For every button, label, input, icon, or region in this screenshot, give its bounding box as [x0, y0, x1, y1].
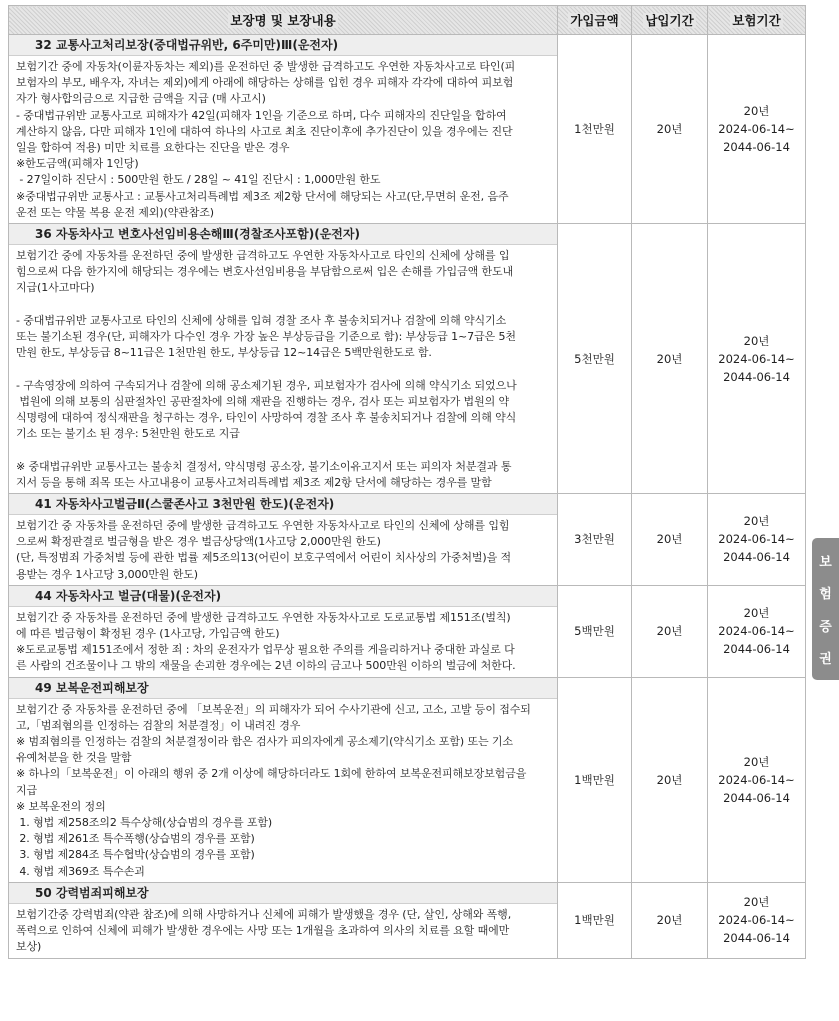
coverage-amount: 1천만원	[558, 35, 632, 224]
period-line: 20년	[743, 754, 770, 769]
coverage-line: 자가 형사합의금으로 지급한 금액을 지급 (매 사고시)	[16, 92, 266, 106]
coverage-title: 49 보복운전피해보장	[9, 678, 557, 699]
coverage-insurance-period	[708, 494, 806, 586]
period-line: 2024-06-14~	[718, 351, 795, 366]
coverage-line: 유예처분을 한 것을 말함	[16, 751, 132, 765]
period-line: 2044-06-14	[723, 642, 790, 657]
table-header-row	[9, 6, 806, 35]
header-coverage-name: 보장명 및 보장내용	[9, 6, 558, 35]
coverage-line: 보험기간 중에 자동차(이륜자동차는 제외)를 운전하던 중 발생한 급격하고도 우연한 자동차사고로 타인(피	[16, 60, 516, 73]
coverage-description-cell	[9, 35, 558, 224]
coverage-line: (단, 특정범죄 가중처벌 등에 관한 법률 제5조의13(어린이 보호구역에서 어린이 치사상의 가중처벌)을 적	[16, 551, 512, 565]
coverage-line: 4. 형법 제369조 특수손괴	[16, 864, 145, 878]
coverage-line: 지서 등을 통해 죄목 또는 사고내용이 교통사고처리특례법 제3조 제2항 단서에 해당하는 경우를 말함	[16, 475, 492, 489]
coverage-description-cell	[9, 882, 558, 958]
period-line: 20년	[743, 895, 770, 910]
coverage-line: 1. 형법 제258조의2 특수상해(상습범의 경우를 포함)	[16, 816, 273, 830]
coverage-line: ※ 범죄혐의를 인정하는 검찰의 처분결정이라 함은 검사가 피의자에게 공소제기(약식기소 포함) 또는 기소	[16, 735, 513, 749]
coverage-title: 32 교통사고처리보장(중대법규위반, 6주미만)Ⅲ(운전자)	[9, 35, 557, 56]
coverage-line: 일을 합하여 적용) 미만 치료를 요한다는 진단을 받은 경우	[16, 141, 290, 155]
coverage-line: 폭력으로 인하여 신체에 피해가 발생한 경우에는 사망 또는 1개월을 초과하여 의사의 치료를 요할 때에만	[16, 924, 510, 938]
coverage-line	[16, 297, 551, 313]
period-line: 2024-06-14~	[718, 122, 795, 137]
coverage-amount: 5천만원	[558, 224, 632, 494]
coverage-insurance-period	[708, 882, 806, 958]
period-line: 2024-06-14~	[718, 772, 795, 787]
coverage-line: ※ 하나의「보복운전」이 아래의 행위 중 2개 이상에 해당하더라도 1회에 한하여 보복운전피해보장보험금을	[16, 767, 527, 781]
coverage-line: ※ 보복운전의 정의	[16, 799, 106, 813]
coverage-title: 44 자동차사고 벌금(대물)(운전자)	[9, 586, 557, 607]
coverage-line: 만원 한도, 부상등급 8~11급은 1천만원 한도, 부상등급 12~14급은 5백만원한도로 함.	[16, 346, 432, 360]
coverage-row	[9, 35, 806, 224]
coverage-line: 지급	[16, 783, 38, 797]
coverage-line: 2. 형법 제261조 특수폭행(상습범의 경우를 포함)	[16, 832, 255, 846]
period-line: 20년	[743, 514, 770, 529]
coverage-line: 으로써 확정판결로 벌금형을 받은 경우 벌금상당액(1사고당 2,000만원 한도)	[16, 535, 381, 549]
coverage-payment-period: 20년	[632, 494, 708, 586]
coverage-line: 보험기간 중에 자동차를 운전하던 중에 발생한 급격하고도 우연한 자동차사고로 타인의 신체에 상해를 입	[16, 249, 510, 263]
coverage-description-cell	[9, 585, 558, 677]
period-line: 2024-06-14~	[718, 913, 795, 928]
period-line: 2024-06-14~	[718, 624, 795, 639]
coverage-line: ※ 중대법규위반 교통사고는 불송치 결정서, 약식명령 공소장, 불기소이유고지서 또는 피의자 처분결과 통	[16, 459, 512, 473]
coverage-line: 힘으로써 다음 한가지에 해당되는 경우에는 변호사선임비용을 부담함으로써 입은 손해를 가입금액 한도내	[16, 265, 514, 279]
period-line: 2044-06-14	[723, 931, 790, 946]
coverage-body	[9, 515, 557, 585]
period-line: 2024-06-14~	[718, 532, 795, 547]
coverage-title: 50 강력범죄피해보장	[9, 883, 557, 904]
coverage-line: 계산하지 않음, 다만 피해자 1인에 대하여 하나의 사고로 최초 진단이후에 추가진단이 있을 경우에는 진단	[16, 124, 513, 138]
coverage-insurance-period	[708, 224, 806, 494]
coverage-body	[9, 607, 557, 677]
coverage-body	[9, 904, 557, 958]
coverage-row	[9, 494, 806, 586]
coverage-payment-period: 20년	[632, 585, 708, 677]
coverage-table	[8, 5, 806, 959]
coverage-line: 운전 또는 약물 복용 운전 제외)(약관참조)	[16, 205, 214, 219]
coverage-body	[9, 56, 557, 223]
coverage-line: 보험기간 중 자동차를 운전하던 중에 「보복운전」의 피해자가 되어 수사기관에 신고, 고소, 고발 등이 접수되	[16, 702, 531, 716]
coverage-row	[9, 224, 806, 494]
period-line: 2044-06-14	[723, 550, 790, 565]
coverage-insurance-period	[708, 677, 806, 882]
coverage-line: 에 따른 벌금형이 확정된 경우 (1사고당, 가입금액 한도)	[16, 627, 280, 641]
coverage-payment-period: 20년	[632, 224, 708, 494]
coverage-body	[9, 245, 557, 493]
period-line: 2044-06-14	[723, 790, 790, 805]
period-line: 20년	[743, 333, 770, 348]
coverage-line: 3. 형법 제284조 특수협박(상습범의 경우를 포함)	[16, 848, 255, 862]
coverage-line: 또는 불기소된 경우(단, 피해자가 다수인 경우 가장 높은 부상등급을 기준으로 함): 부상등급 1~7급은 5천	[16, 330, 516, 344]
period-line: 2044-06-14	[723, 140, 790, 155]
coverage-insurance-period	[708, 35, 806, 224]
coverage-amount: 3천만원	[558, 494, 632, 586]
coverage-line: 기소 또는 불기소 된 경우: 5천만원 한도로 지급	[16, 427, 240, 441]
coverage-line: 보험기간 중 자동차를 운전하던 중에 발생한 급격하고도 우연한 자동차사고로 타인의 신체에 상해를 입힘	[16, 519, 510, 533]
coverage-line: - 중대법규위반 교통사고로 타인의 신체에 상해를 입혀 경찰 조사 후 불송치되거나 검찰에 의해 약식기소	[16, 313, 507, 327]
coverage-body	[9, 699, 557, 882]
coverage-payment-period: 20년	[632, 882, 708, 958]
side-tab-char: 권	[819, 652, 832, 668]
coverage-payment-period: 20년	[632, 35, 708, 224]
coverage-line: 지급(1사고마다)	[16, 281, 95, 295]
coverage-line: 보험자의 부모, 배우자, 자녀는 제외)에게 아래에 해당하는 상해를 입힌 경우 피해자 각각에 대하여 피보험	[16, 76, 514, 90]
coverage-line: - 중대법규위반 교통사고로 피해자가 42일(피해자 1인을 기준으로 하며, 다수 피해자의 진단일을 합하여	[16, 108, 507, 122]
header-insurance-period: 보험기간	[708, 6, 806, 35]
coverage-amount: 1백만원	[558, 882, 632, 958]
coverage-row	[9, 585, 806, 677]
coverage-description-cell	[9, 494, 558, 586]
coverage-title: 41 자동차사고벌금Ⅱ(스쿨존사고 3천만원 한도)(운전자)	[9, 494, 557, 515]
coverage-row	[9, 882, 806, 958]
coverage-line: 른 사람의 건조물이나 그 밖의 재물을 손괴한 경우에는 2년 이하의 금고나 500만원 이하의 벌금에 처한다.	[16, 659, 516, 673]
coverage-line: ※한도금액(피해자 1인당)	[16, 157, 139, 171]
coverage-description-cell	[9, 677, 558, 882]
coverage-insurance-period	[708, 585, 806, 677]
period-line: 20년	[743, 104, 770, 119]
header-payment-period: 납입기간	[632, 6, 708, 35]
coverage-line	[16, 361, 551, 377]
coverage-line: ※도로교통법 제151조에서 정한 죄 : 차의 운전자가 업무상 필요한 주의를 게을리하거나 중대한 과실로 다	[16, 643, 515, 657]
coverage-line: - 27일이하 진단시 : 500만원 한도 / 28일 ~ 41일 진단시 : 1,000만원 한도	[16, 173, 381, 187]
coverage-line: 보험기간 중 자동차를 운전하던 중에 발생한 급격하고도 우연한 자동차사고로 도로교통법 제151조(벌칙)	[16, 610, 511, 624]
coverage-row	[9, 677, 806, 882]
coverage-payment-period: 20년	[632, 677, 708, 882]
period-line: 20년	[743, 606, 770, 621]
coverage-line: 법원에 의해 보통의 심판절차인 공판절차에 의해 재판을 진행하는 경우, 검사 또는 피보험자가 법원의 약	[16, 394, 510, 408]
period-line: 2044-06-14	[723, 369, 790, 384]
coverage-line: ※중대법규위반 교통사고 : 교통사고처리특례법 제3조 제2항 단서에 해당되는 사고(단,무면허 운전, 음주	[16, 189, 509, 203]
side-tab-char: 보	[819, 554, 832, 570]
coverage-title: 36 자동차사고 변호사선임비용손해Ⅲ(경찰조사포함)(운전자)	[9, 224, 557, 245]
coverage-line: 보험기간중 강력범죄(약관 참조)에 의해 사망하거나 신체에 피해가 발생했을 경우 (단, 살인, 상해와 폭행,	[16, 907, 512, 921]
side-tab-char: 증	[819, 619, 832, 635]
coverage-line: 용받는 경우 1사고당 3,000만원 한도)	[16, 567, 198, 581]
coverage-line: 고,「범죄혐의를 인정하는 검찰의 처분결정」이 내려진 경우	[16, 718, 301, 732]
coverage-amount: 1백만원	[558, 677, 632, 882]
side-tab-char: 험	[819, 587, 832, 603]
coverage-amount: 5백만원	[558, 585, 632, 677]
coverage-line: - 구속영장에 의하여 구속되거나 검찰에 의해 공소제기된 경우, 피보험자가 검사에 의해 약식기소 되었으나	[16, 378, 517, 392]
side-tab-insurance-certificate[interactable]	[812, 538, 839, 680]
coverage-line: 보상)	[16, 940, 42, 954]
coverage-description-cell	[9, 224, 558, 494]
header-amount: 가입금액	[558, 6, 632, 35]
coverage-line	[16, 442, 551, 458]
coverage-line: 식명령에 대하여 정식재판을 청구하는 경우, 타인이 사망하여 경찰 조사 후 불송치되거나 검찰에 의해 약식	[16, 411, 517, 425]
